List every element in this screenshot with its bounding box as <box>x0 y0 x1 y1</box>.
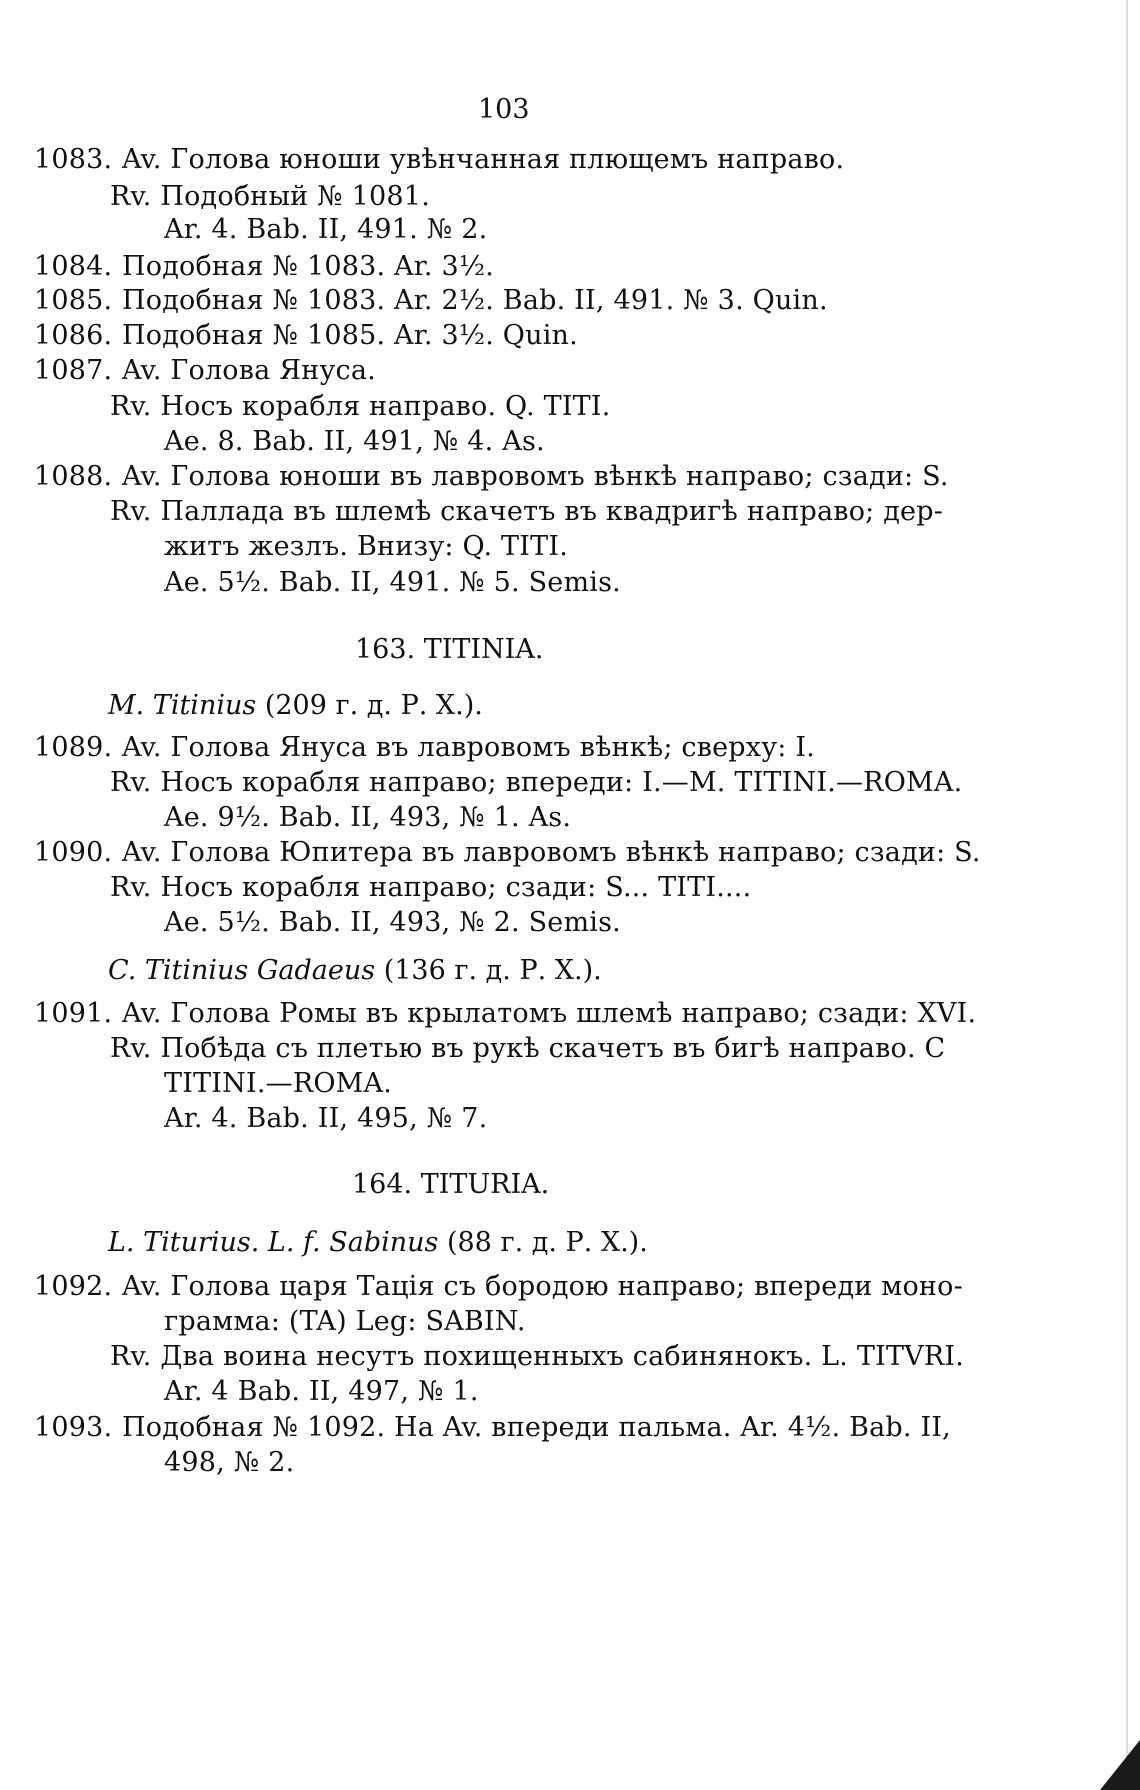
list-item: 498, № 2. <box>164 1447 295 1478</box>
list-item: Rv. Подобный № 1081. <box>110 181 430 212</box>
list-item: 1090. Av. Голова Юпитера въ лавровомъ вѣнкѣ направо; сзади: S. <box>34 837 981 868</box>
list-item: Rv. Носъ корабля направо; сзади: S... TITI.... <box>110 872 752 903</box>
scan-corner-shadow <box>1100 1740 1140 1790</box>
list-item: Rv. Носъ корабля направо; впереди: I.—M. TITINI.—ROMA. <box>110 767 963 798</box>
list-item: 1087. Av. Голова Януса. <box>34 355 376 386</box>
list-item: Ae. 8. Bab. II, 491, № 4. As. <box>164 426 545 457</box>
list-item: Rv. Носъ корабля направо. Q. TITI. <box>110 391 611 422</box>
list-item: Ar. 4 Bab. II, 497, № 1. <box>164 1376 479 1407</box>
page-number: 103 <box>478 94 530 125</box>
list-item: Ar. 4. Bab. II, 491. № 2. <box>164 214 488 245</box>
list-item: Ae. 5½. Bab. II, 491. № 5. Semis. <box>164 567 621 598</box>
list-item: 1083. Av. Голова юноши увѣнчанная плющемъ направо. <box>34 144 845 175</box>
list-item: 1086. Подобная № 1085. Ar. 3½. Quin. <box>34 320 578 351</box>
list-item: 1088. Av. Голова юноши въ лавровомъ вѣнкѣ направо; сзади: S. <box>34 461 949 492</box>
list-item: Rv. Два воина несутъ похищенныхъ сабинянокъ. L. TITVRI. <box>110 1341 965 1372</box>
list-item: Rv. Побѣда съ плетью въ рукѣ скачетъ въ бигѣ направо. C <box>110 1033 946 1064</box>
section-subtitle: C. Titinius Gadaeus (136 г. д. Р. Х.). <box>108 955 602 986</box>
list-item: 1092. Av. Голова царя Тація съ бородою направо; впереди моно- <box>34 1271 963 1302</box>
section-heading: 164. TITURIA. <box>352 1169 550 1200</box>
list-item: 1091. Av. Голова Ромы въ крылатомъ шлемѣ направо; сзади: XVI. <box>34 998 977 1029</box>
scan-edge-line <box>1126 0 1128 1790</box>
section-subtitle: M. Titinius (209 г. д. Р. Х.). <box>108 690 483 721</box>
list-item: 1084. Подобная № 1083. Ar. 3½. <box>34 251 494 282</box>
section-heading: 163. TITINIA. <box>355 634 544 665</box>
list-item: 1093. Подобная № 1092. На Av. впереди пальма. Ar. 4½. Bab. II, <box>34 1412 951 1443</box>
list-item: грамма: (TA) Leg: SABIN. <box>164 1306 526 1337</box>
list-item: Ae. 5½. Bab. II, 493, № 2. Semis. <box>164 907 621 938</box>
list-item: Rv. Паллада въ шлемѣ скачетъ въ квадригѣ направо; дер- <box>110 496 944 527</box>
list-item: TITINI.—ROMA. <box>164 1068 393 1099</box>
section-subtitle: L. Titurius. L. f. Sabinus (88 г. д. Р. Х.). <box>108 1227 648 1258</box>
list-item: 1089. Av. Голова Януса въ лавровомъ вѣнкѣ; сверху: I. <box>34 732 816 763</box>
list-item: Ar. 4. Bab. II, 495, № 7. <box>164 1103 488 1134</box>
list-item: Ae. 9½. Bab. II, 493, № 1. As. <box>164 802 572 833</box>
list-item: житъ жезлъ. Внизу: Q. TITI. <box>164 531 568 562</box>
list-item: 1085. Подобная № 1083. Ar. 2½. Bab. II, 491. № 3. Quin. <box>34 285 828 316</box>
